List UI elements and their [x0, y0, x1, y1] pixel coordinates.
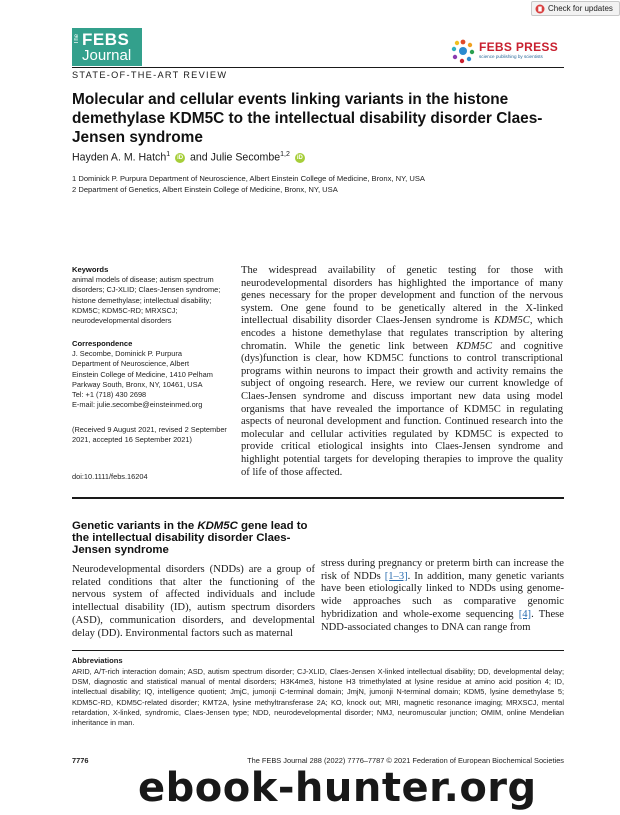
check-for-updates-label: Check for updates	[548, 4, 613, 13]
gene-name: KDM5C	[493, 315, 530, 327]
abbreviations-heading: Abbreviations	[72, 656, 123, 665]
received-dates: (Received 9 August 2021, revised 2 September 2021, accepted 16 September 2021)	[72, 425, 227, 445]
watermark-text: ebook-hunter.org	[138, 765, 537, 811]
correspondence-line: Einstein College of Medicine, 1410 Pelham	[72, 369, 213, 379]
body-column-right: stress during pregnancy or preterm birth can increase the risk of NDDs [1–3]. In addition, many genetic variants have been etiologically linked to NDDs using genome-wide approaches such as comparative genomic hybridization and whole-exome sequencing [4]. These NDD-associated changes to DNA can range from	[321, 558, 565, 633]
gene-name: KDM5C	[197, 520, 238, 532]
correspondence-block	[72, 339, 232, 410]
correspondence-line: Department of Neuroscience, Albert	[72, 359, 190, 369]
journal-logo: The FEBS Journal	[72, 28, 142, 66]
correspondence-email[interactable]: E-mail: julie.secombe@einsteinmed.org	[72, 400, 203, 410]
correspondence-line: Tel: +1 (718) 430 2698	[72, 390, 147, 400]
check-for-updates-button[interactable]	[531, 1, 620, 16]
author-conjunction: and	[187, 151, 211, 164]
section-heading: Genetic variants in the KDM5C gene lead to the intellectual disability disorder Claes-Jensen syndrome	[72, 520, 308, 556]
keywords-block	[72, 265, 232, 326]
orcid-icon[interactable]: iD	[296, 154, 303, 161]
author-affil-sup: 1,2	[280, 151, 290, 158]
correspondence-line: Parkway South, Bronx, NY, 10461, USA	[72, 379, 203, 389]
affiliation: 2 Department of Genetics, Albert Einstein College of Medicine, Bronx, NY, USA	[72, 185, 338, 194]
footer-citation: The FEBS Journal 288 (2022) 7776–7787 © 2021 Federation of European Biochemical Societies	[247, 756, 564, 765]
header-rule	[72, 67, 564, 68]
article-title: Molecular and cellular events linking variants in the histone demethylase KDM5C to the intellectual disability disorder Claes-Jensen syndrome	[72, 91, 543, 146]
keywords-text: animal models of disease; autism spectrum disorders; CJ-XLID; Claes-Jensen syndrome; histone demethylase; intellectual disability; KDM5C; KDM5C-RD; MRXSCJ; neurodevelopmental disorders	[72, 275, 221, 326]
article-type: STATE-OF-THE-ART REVIEW	[72, 70, 228, 80]
author-list	[72, 151, 307, 164]
correspondence-line: J. Secombe, Dominick P. Purpura	[72, 349, 182, 359]
author-affil-sup: 1	[166, 151, 171, 158]
keywords-heading: Keywords	[72, 265, 109, 274]
body-column-left: Neurodevelopmental disorders (NDDs) are a group of related conditions that alter the functioning of the nervous system of affected individuals and include intellectual disability (ID), autism spectrum disorders (ASD), communication disorders, and developmental delay (DD). Environmental factors such as maternal	[72, 564, 315, 639]
correspondence-heading: Correspondence	[72, 339, 133, 348]
author-name[interactable]: Julie Secombe	[210, 151, 281, 164]
abbreviations-text: ARID, A/T-rich interaction domain; ASD, autism spectrum disorder; CJ-XLID, Claes-Jensen X-linked intellectual disability; DD, developmental delay; DSM, diagnostic and statistical manual of mental disorders; H3K4me3, histone H3 trimethylated at lysine residue at amino acid position 4; ID, intellectual disability; IQ, intelligence quotient; JmjC, jumonji C-terminal domain; JmjN, jumonji N-terminal domain; KDM5, lysine demethylase 5; KDM5C-RD, KDM5C-related disorder; KMT2A, lysine methyltransferase 2A; KO, knock out; MRI, magnetic resonance imaging; MRXSCJ, mental retardation, X-linked, syndromic, Claes-Jensen type; NDD, neurodevelopmental disorder; NMJ, neuromuscular junction; OMIM, online Mendelian inheritance in man.	[72, 667, 564, 728]
reference-link[interactable]: [4]	[518, 608, 532, 620]
doi-link[interactable]: doi:10.1111/febs.16204	[72, 472, 148, 481]
section-rule	[72, 497, 564, 499]
febs-press-dots-icon	[450, 38, 476, 64]
update-badge-icon	[535, 4, 545, 14]
author-name[interactable]: Hayden A. M. Hatch	[72, 151, 167, 164]
abbreviations-rule	[72, 650, 564, 651]
affiliation: 1 Dominick P. Purpura Department of Neuroscience, Albert Einstein College of Medicine, Bronx, NY, USA	[72, 174, 425, 183]
page-number: 7776	[72, 756, 89, 765]
publisher-logo: FEBS PRESS science publishing by scientists	[450, 38, 560, 66]
reference-link[interactable]: [1–3]	[384, 570, 408, 582]
orcid-icon[interactable]: iD	[177, 154, 184, 161]
abstract: The widespread availability of genetic testing for those with neurodevelopmental disorders has highlighted the importance of many genes necessary for the proper development and function of the nervous system. One gene found to be genetically altered in the X-linked intellectual disability disorder Claes-Jensen syndrome is KDM5C, which encodes a histone demethylase that regulates transcription by altering chromatin. While the genetic link between KDM5C and cognitive (dys)function is clear, how KDM5C functions to control transcriptional programs within neurons to impact their growth and activity remains the subject of ongoing research. Here, we review our current knowledge of Claes-Jensen syndrome and discuss important new data using model organisms that have revealed the importance of KDM5C in regulating aspects of neuronal development and function. Continued research into the molecular and cellular activities regulated by KDM5C is expected to provide critical etiological insights into Claes-Jensen syndrome and highlight potential targets for developing therapies to improve the quality of life of those affected.	[241, 265, 564, 478]
gene-name: KDM5C	[456, 340, 493, 352]
